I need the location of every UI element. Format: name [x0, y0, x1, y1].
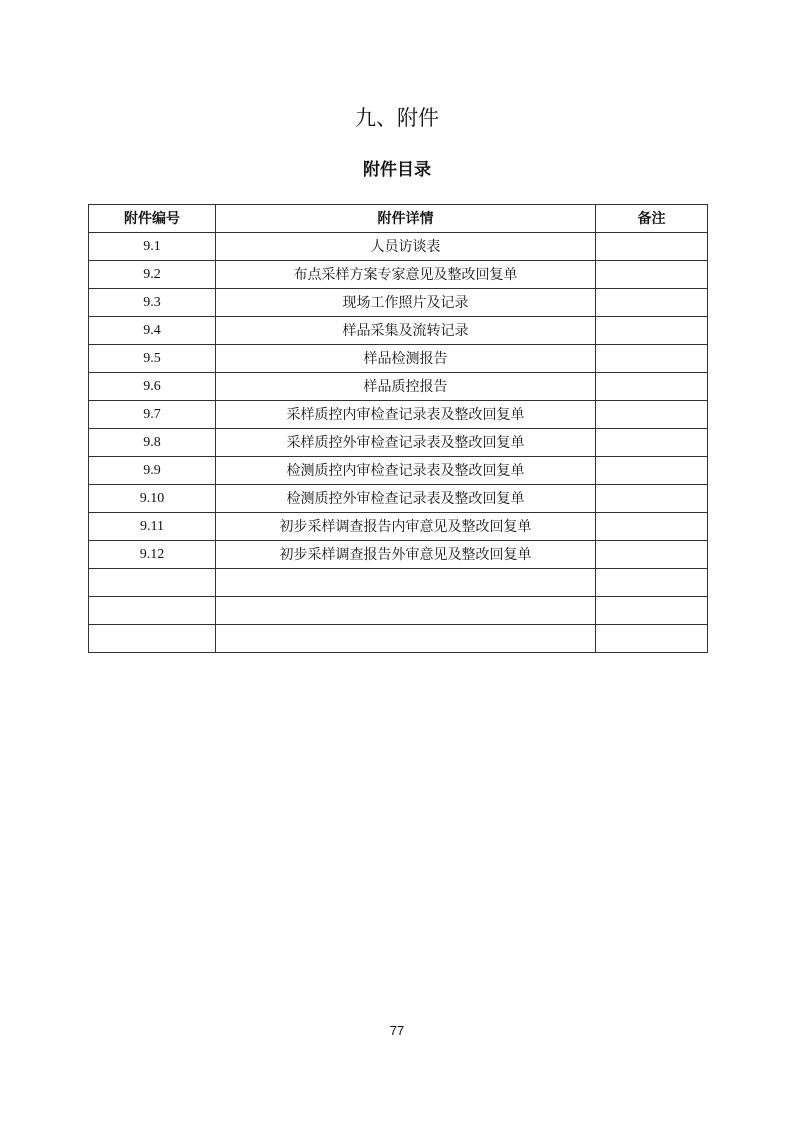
annex-table [88, 204, 708, 653]
cell-annex-number: 9.12 [89, 541, 216, 569]
cell-annex-details [216, 569, 596, 597]
table-row [89, 373, 708, 401]
table-row [89, 429, 708, 457]
table-body [89, 233, 708, 653]
cell-remarks [596, 485, 708, 513]
cell-annex-number: 9.10 [89, 485, 216, 513]
table-row [89, 261, 708, 289]
table-row [89, 485, 708, 513]
cell-annex-details: 初步采样调查报告内审意见及整改回复单 [216, 513, 596, 541]
table-row [89, 457, 708, 485]
table-row [89, 513, 708, 541]
cell-annex-details: 初步采样调查报告外审意见及整改回复单 [216, 541, 596, 569]
cell-remarks [596, 401, 708, 429]
cell-remarks [596, 317, 708, 345]
cell-annex-details: 样品检测报告 [216, 345, 596, 373]
cell-annex-number: 9.1 [89, 233, 216, 261]
cell-annex-number [89, 569, 216, 597]
cell-annex-number [89, 597, 216, 625]
cell-annex-details: 采样质控外审检查记录表及整改回复单 [216, 429, 596, 457]
cell-annex-details: 采样质控内审检查记录表及整改回复单 [216, 401, 596, 429]
cell-annex-details [216, 625, 596, 653]
cell-remarks [596, 345, 708, 373]
cell-remarks [596, 541, 708, 569]
cell-annex-details: 人员访谈表 [216, 233, 596, 261]
cell-remarks [596, 373, 708, 401]
table-header-row [89, 205, 708, 233]
cell-remarks [596, 289, 708, 317]
cell-remarks [596, 625, 708, 653]
cell-annex-details: 现场工作照片及记录 [216, 289, 596, 317]
cell-remarks [596, 233, 708, 261]
table-row [89, 317, 708, 345]
cell-remarks [596, 457, 708, 485]
page-number: 77 [389, 1023, 405, 1038]
cell-remarks [596, 429, 708, 457]
cell-annex-number: 9.3 [89, 289, 216, 317]
cell-annex-number [89, 625, 216, 653]
cell-annex-number: 9.8 [89, 429, 216, 457]
table-title: 附件目录 [363, 160, 431, 180]
cell-remarks [596, 513, 708, 541]
cell-remarks [596, 261, 708, 289]
cell-remarks [596, 569, 708, 597]
section-title: 九、附件 [355, 106, 439, 130]
header-annex-number: 附件编号 [89, 205, 216, 233]
table-row [89, 597, 708, 625]
cell-annex-number: 9.11 [89, 513, 216, 541]
cell-annex-details: 样品质控报告 [216, 373, 596, 401]
table-row [89, 569, 708, 597]
table-row [89, 345, 708, 373]
cell-annex-number: 9.2 [89, 261, 216, 289]
cell-annex-number: 9.4 [89, 317, 216, 345]
cell-annex-details: 检测质控内审检查记录表及整改回复单 [216, 457, 596, 485]
cell-annex-details: 样品采集及流转记录 [216, 317, 596, 345]
cell-annex-details: 检测质控外审检查记录表及整改回复单 [216, 485, 596, 513]
table-row [89, 233, 708, 261]
cell-annex-number: 9.6 [89, 373, 216, 401]
table-row [89, 541, 708, 569]
table-row [89, 625, 708, 653]
cell-annex-details [216, 597, 596, 625]
table-row [89, 401, 708, 429]
header-annex-details: 附件详情 [216, 205, 596, 233]
header-remarks: 备注 [596, 205, 708, 233]
cell-annex-details: 布点采样方案专家意见及整改回复单 [216, 261, 596, 289]
cell-annex-number: 9.7 [89, 401, 216, 429]
cell-annex-number: 9.5 [89, 345, 216, 373]
table-row [89, 289, 708, 317]
cell-remarks [596, 597, 708, 625]
cell-annex-number: 9.9 [89, 457, 216, 485]
